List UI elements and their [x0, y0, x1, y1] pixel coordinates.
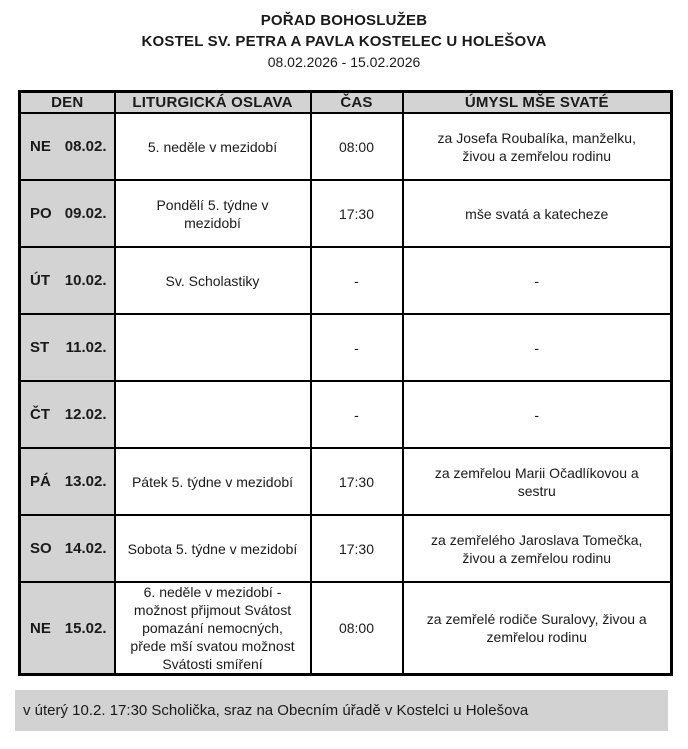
day-cell	[20, 381, 115, 448]
day-date: 14.02.	[64, 540, 107, 557]
table-row	[20, 515, 672, 582]
date-range: 08.02.2026 - 15.02.2026	[267, 54, 421, 70]
page-title: POŘAD BOHOSLUŽEB	[260, 12, 428, 29]
intention-cell: -	[403, 314, 672, 381]
church-name: KOSTEL SV. PETRA A PAVLA KOSTELEC U HOLEŠOVA	[141, 33, 547, 50]
day-cell	[20, 180, 115, 247]
celebration-cell: Pátek 5. týdne v mezidobí	[115, 448, 311, 515]
day-abbrev: ST	[30, 339, 50, 356]
intention-cell: za Josefa Roubalíka, manželku, živou a zemřelou rodinu	[403, 113, 672, 180]
day-date: 10.02.	[64, 272, 107, 289]
day-date: 08.02.	[64, 138, 107, 155]
day-abbrev: PÁ	[30, 473, 51, 490]
day-cell	[20, 314, 115, 381]
footer-note-text: v úterý 10.2. 17:30 Scholička, sraz na Obecním úřadě v Kostelci u Holešova	[23, 702, 529, 719]
table-row	[20, 247, 672, 314]
day-cell	[20, 515, 115, 582]
day-wrap	[21, 620, 114, 637]
footer-note-bar	[15, 690, 668, 731]
time-cell: 17:30	[311, 180, 403, 247]
table-row	[20, 448, 672, 515]
column-header-day: DEN	[20, 92, 115, 114]
day-abbrev: SO	[30, 540, 52, 557]
time-cell: -	[311, 381, 403, 448]
time-cell: -	[311, 314, 403, 381]
celebration-cell: Pondělí 5. týdne v mezidobí	[115, 180, 311, 247]
day-date: 09.02.	[64, 205, 107, 222]
table-row	[20, 582, 672, 675]
day-cell	[20, 448, 115, 515]
day-wrap	[21, 138, 114, 155]
intention-cell: -	[403, 381, 672, 448]
celebration-cell	[115, 314, 311, 381]
intention-cell: za zemřelou Marii Očadlíkovou a sestru	[403, 448, 672, 515]
table-row	[20, 113, 672, 180]
day-wrap	[21, 540, 114, 557]
day-date: 12.02.	[64, 406, 107, 423]
day-wrap	[21, 272, 114, 289]
celebration-cell	[115, 381, 311, 448]
day-cell	[20, 113, 115, 180]
day-wrap	[21, 406, 114, 423]
table-header-row	[20, 92, 672, 114]
celebration-cell: Sobota 5. týdne v mezidobí	[115, 515, 311, 582]
day-wrap	[21, 339, 114, 356]
service-schedule-table	[18, 90, 673, 676]
time-cell: 17:30	[311, 515, 403, 582]
title-block	[0, 10, 688, 72]
time-cell: -	[311, 247, 403, 314]
day-abbrev: NE	[30, 138, 51, 155]
day-date: 15.02.	[64, 619, 107, 637]
table-row	[20, 180, 672, 247]
day-abbrev: PO	[30, 205, 52, 222]
day-date: 13.02.	[64, 473, 107, 490]
day-wrap	[21, 473, 114, 490]
day-abbrev: NE	[30, 619, 51, 637]
day-date: 11.02.	[65, 339, 107, 356]
day-abbrev: ÚT	[30, 272, 50, 289]
intention-cell: -	[403, 247, 672, 314]
column-header-time: ČAS	[311, 92, 403, 114]
time-cell: 08:00	[311, 113, 403, 180]
time-cell: 08:00	[311, 582, 403, 675]
intention-cell: za zemřelého Jaroslava Tomečka, živou a zemřelou rodinu	[403, 515, 672, 582]
day-cell	[20, 582, 115, 675]
column-header-celebration: LITURGICKÁ OSLAVA	[115, 92, 311, 114]
table-row	[20, 381, 672, 448]
day-abbrev: ČT	[30, 406, 50, 423]
intention-cell: za zemřelé rodiče Suralovy, živou a zemřelou rodinu	[403, 582, 672, 675]
celebration-cell: 6. neděle v mezidobí - možnost přijmout Svátost pomazání nemocných, přede mší svatou možnost Svátosti smíření	[115, 582, 311, 675]
table-row	[20, 314, 672, 381]
intention-cell: mše svatá a katecheze	[403, 180, 672, 247]
celebration-cell: 5. neděle v mezidobí	[115, 113, 311, 180]
time-cell: 17:30	[311, 448, 403, 515]
column-header-intention: ÚMYSL MŠE SVATÉ	[403, 92, 672, 114]
day-cell	[20, 247, 115, 314]
celebration-cell: Sv. Scholastiky	[115, 247, 311, 314]
day-wrap	[21, 205, 114, 222]
